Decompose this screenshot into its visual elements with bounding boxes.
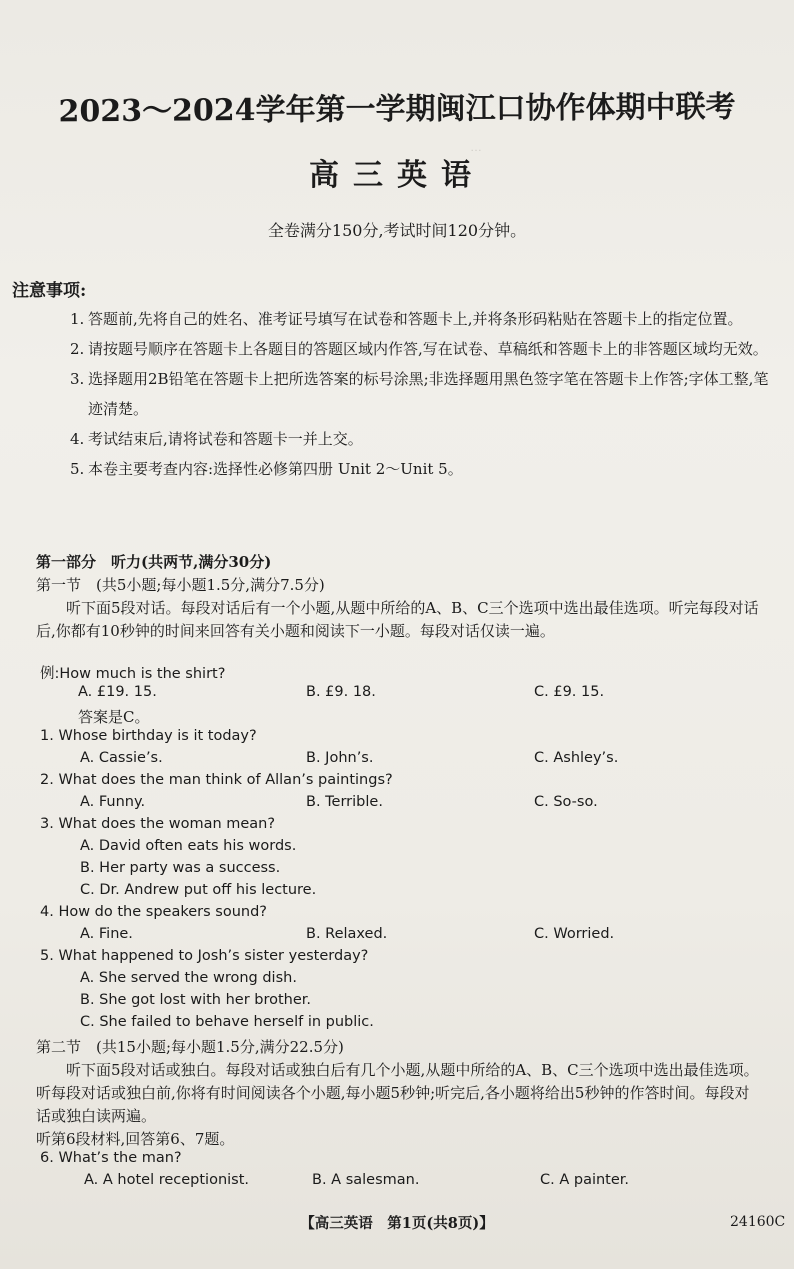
notice-number: 4. <box>70 430 85 448</box>
notice-item <box>70 334 776 364</box>
q5-option-a: A. She served the wrong dish. <box>80 970 297 986</box>
q2-option-c: C. So-so. <box>534 794 598 810</box>
material-6-note: 听第6段材料,回答第6、7题。 <box>36 1130 235 1148</box>
notice-list <box>70 304 776 484</box>
example-option-c: C. £9. 15. <box>534 684 605 700</box>
section1-heading: 第一节 (共5小题;每小题1.5分,满分7.5分) <box>36 576 325 594</box>
section2-heading: 第二节 (共15小题;每小题1.5分,满分22.5分) <box>36 1038 344 1056</box>
notice-number: 5. <box>70 460 85 478</box>
subject-title: 高三英语 <box>309 158 485 193</box>
question-1: 1. Whose birthday is it today? <box>40 728 257 744</box>
notice-text: 考试结束后,请将试卷和答题卡一并上交。 <box>88 430 363 448</box>
q3-option-b: B. Her party was a success. <box>80 860 281 876</box>
q1-option-a: A. Cassie’s. <box>80 750 163 766</box>
section2-instructions: 听下面5段对话或独白。每段对话或独白后有几个小题,从题中所给的A、B、C三个选项中选出最佳选项。听每段对话或独白前,你将有时间阅读各个小题,每小题5秒钟;听完后,各小题将给出5秒钟的作答时间。每段对话或独白读两遍。 <box>36 1061 759 1125</box>
q5-option-c: C. She failed to behave herself in public. <box>80 1014 374 1030</box>
q6-option-a: A. A hotel receptionist. <box>84 1172 250 1188</box>
notice-text: 选择题用2B铅笔在答题卡上把所选答案的标号涂黑;非选择题用黑色签字笔在答题卡上作答;字体工整,笔迹清楚。 <box>88 370 769 418</box>
page-footer: 【高三英语 第1页(共8页)】 <box>300 1215 494 1232</box>
notice-number: 1. <box>70 310 85 328</box>
score-time-line: 全卷满分150分,考试时间120分钟。 <box>267 221 527 240</box>
q6-option-b: B. A salesman. <box>312 1172 420 1188</box>
q1-option-c: C. Ashley’s. <box>534 750 619 766</box>
q2-option-b: B. Terrible. <box>306 794 383 810</box>
notice-item <box>70 424 776 454</box>
example-option-a: A. £19. 15. <box>78 684 157 700</box>
section1-instructions: 听下面5段对话。每段对话后有一个小题,从题中所给的A、B、C三个选项中选出最佳选项。听完每段对话后,你都有10秒钟的时间来回答有关小题和阅读下一小题。每段对话仅读一遍。 <box>36 599 759 640</box>
notice-item <box>70 364 776 424</box>
notice-text: 答题前,先将自己的姓名、准考证号填写在试卷和答题卡上,并将条形码粘贴在答题卡上的指定位置。 <box>88 310 743 328</box>
q6-option-c: C. A painter. <box>540 1172 630 1188</box>
notice-heading: 注意事项: <box>12 281 87 301</box>
bleed-through-text: … <box>470 140 482 154</box>
part1-heading: 第一部分 听力(共两节,满分30分) <box>36 553 272 571</box>
notice-number: 2. <box>70 340 85 358</box>
q2-option-a: A. Funny. <box>80 794 146 810</box>
q5-option-b: B. She got lost with her brother. <box>80 992 312 1008</box>
example-question: 例:How much is the shirt? <box>40 666 226 682</box>
notice-number: 3. <box>70 370 85 388</box>
question-3: 3. What does the woman mean? <box>40 816 276 832</box>
question-2: 2. What does the man think of Allan’s paintings? <box>40 772 393 788</box>
exam-title: 2023～2024学年第一学期闽江口协作体期中联考 <box>58 89 736 130</box>
q3-option-a: A. David often eats his words. <box>80 838 297 854</box>
example-answer: 答案是C。 <box>78 708 150 726</box>
notice-text: 本卷主要考查内容:选择性必修第四册 Unit 2～Unit 5。 <box>88 460 463 478</box>
q4-option-c: C. Worried. <box>534 926 615 942</box>
notice-item <box>70 304 776 334</box>
example-option-b: B. £9. 18. <box>306 684 376 700</box>
q4-option-b: B. Relaxed. <box>306 926 388 942</box>
exam-code: 24160C <box>730 1214 786 1230</box>
notice-text: 请按题号顺序在答题卡上各题目的答题区域内作答,写在试卷、草稿纸和答题卡上的非答题区域均无效。 <box>88 340 768 358</box>
question-6: 6. What’s the man? <box>40 1150 182 1166</box>
q1-option-b: B. John’s. <box>306 750 374 766</box>
q3-option-c: C. Dr. Andrew put off his lecture. <box>80 882 317 898</box>
question-4: 4. How do the speakers sound? <box>40 904 267 920</box>
q4-option-a: A. Fine. <box>80 926 133 942</box>
question-5: 5. What happened to Josh’s sister yesterday? <box>40 948 369 964</box>
notice-item <box>70 454 776 484</box>
